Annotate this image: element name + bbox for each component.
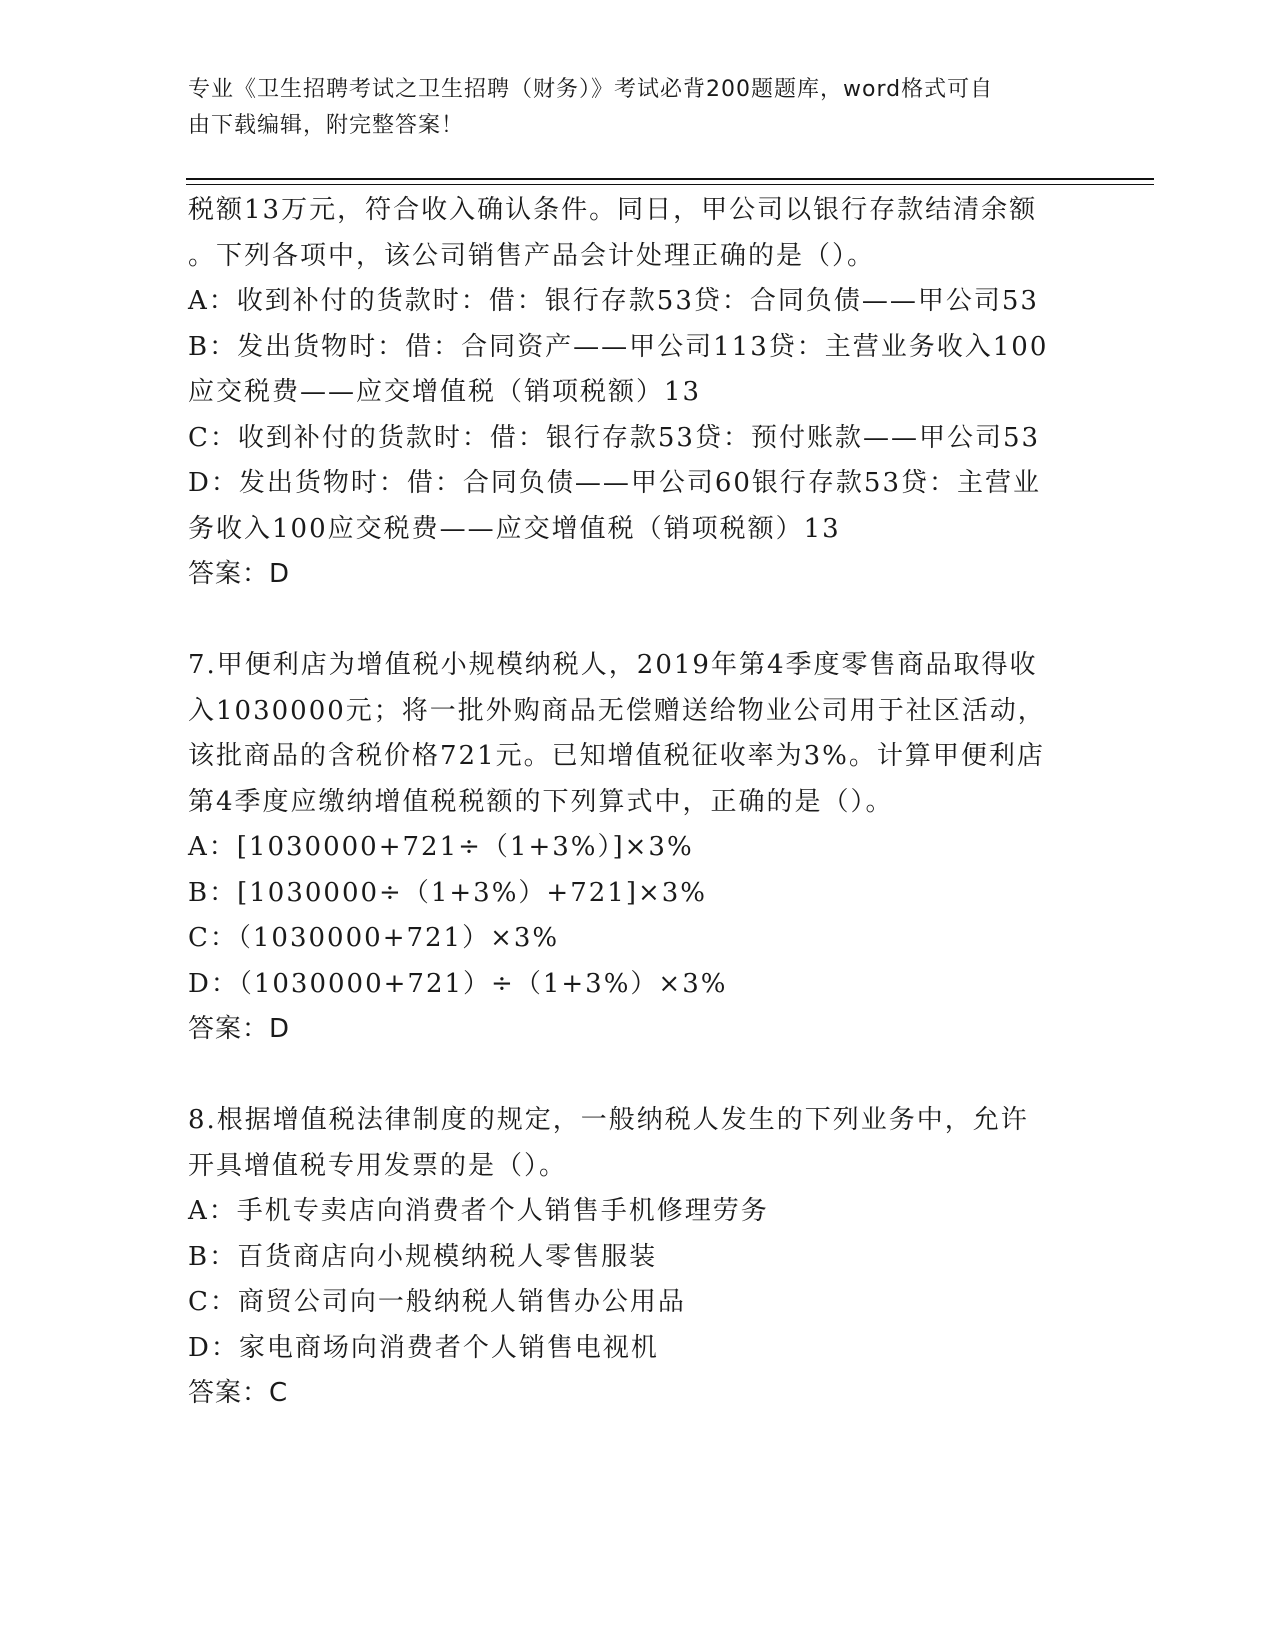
answer: 答案：D: [188, 559, 291, 589]
question-stem-line: 该批商品的含税价格721元。已知增值税征收率为3%。计算甲便利店: [188, 741, 1045, 771]
question-stem-line: 入1030000元；将一批外购商品无偿赠送给物业公司用于社区活动，: [188, 695, 1046, 726]
header-line-1: 专业《卫生招聘考试之卫生招聘（财务）》考试必背200题题库，word格式可自: [188, 77, 994, 102]
option-a: A：手机专卖店向消费者个人销售手机修理劳务: [188, 1196, 769, 1226]
option-b: B：百货商店向小规模纳税人零售服装: [188, 1241, 658, 1272]
option-d: D：（1030000+721）÷（1+3%）×3%: [188, 968, 728, 999]
question-stem-line: 第4季度应缴纳增值税税额的下列算式中，正确的是（）。: [188, 786, 894, 817]
option-b: B：[1030000÷（1+3%）+721]×3%: [188, 877, 707, 908]
option-d: D：家电商场向消费者个人销售电视机: [188, 1332, 659, 1363]
answer: 答案：C: [188, 1378, 289, 1408]
header-rule-thick: [186, 178, 1154, 180]
option-c: C：商贸公司向一般纳税人销售办公用品: [188, 1287, 686, 1317]
question-7: [188, 643, 1088, 1053]
question-stem-line: 开具增值税专用发票的是（）。: [188, 1150, 568, 1181]
question-stem-line: 8.根据增值税法律制度的规定，一般纳税人发生的下列业务中，允许: [188, 1105, 1029, 1135]
option-b-continued: 应交税费——应交增值税（销项税额）13: [188, 377, 702, 407]
spacer: [188, 1053, 1088, 1099]
document-header: [188, 72, 1068, 144]
header-line-2: 由下载编辑，附完整答案！: [188, 113, 465, 138]
question-stem-line: 税额13万元，符合收入确认条件。同日，甲公司以银行存款结清余额: [188, 195, 1038, 225]
option-b: B：发出货物时：借：合同资产——甲公司113贷：主营业务收入100: [188, 331, 1049, 362]
question-continued: [188, 188, 1088, 598]
option-c: C：（1030000+721）×3%: [188, 923, 560, 953]
document-body: [188, 188, 1088, 1417]
option-c: C：收到补付的货款时：借：银行存款53贷：预付账款——甲公司53: [188, 422, 1041, 453]
header-rule-thin: [186, 184, 1154, 185]
option-a: A：收到补付的货款时：借：银行存款53贷：合同负债——甲公司53: [188, 286, 1039, 316]
question-stem-line: 。下列各项中，该公司销售产品会计处理正确的是（）。: [188, 240, 876, 271]
spacer: [188, 598, 1088, 644]
option-a: A：[1030000+721÷（1+3%）]×3%: [188, 832, 694, 862]
answer: 答案：D: [188, 1014, 291, 1044]
question-stem-line: 7.甲便利店为增值税小规模纳税人，2019年第4季度零售商品取得收: [188, 650, 1038, 680]
option-d-continued: 务收入100应交税费——应交增值税（销项税额）13: [188, 513, 841, 544]
option-d: D：发出货物时：借：合同负债——甲公司60银行存款53贷：主营业: [188, 468, 1042, 498]
question-8: [188, 1098, 1088, 1417]
